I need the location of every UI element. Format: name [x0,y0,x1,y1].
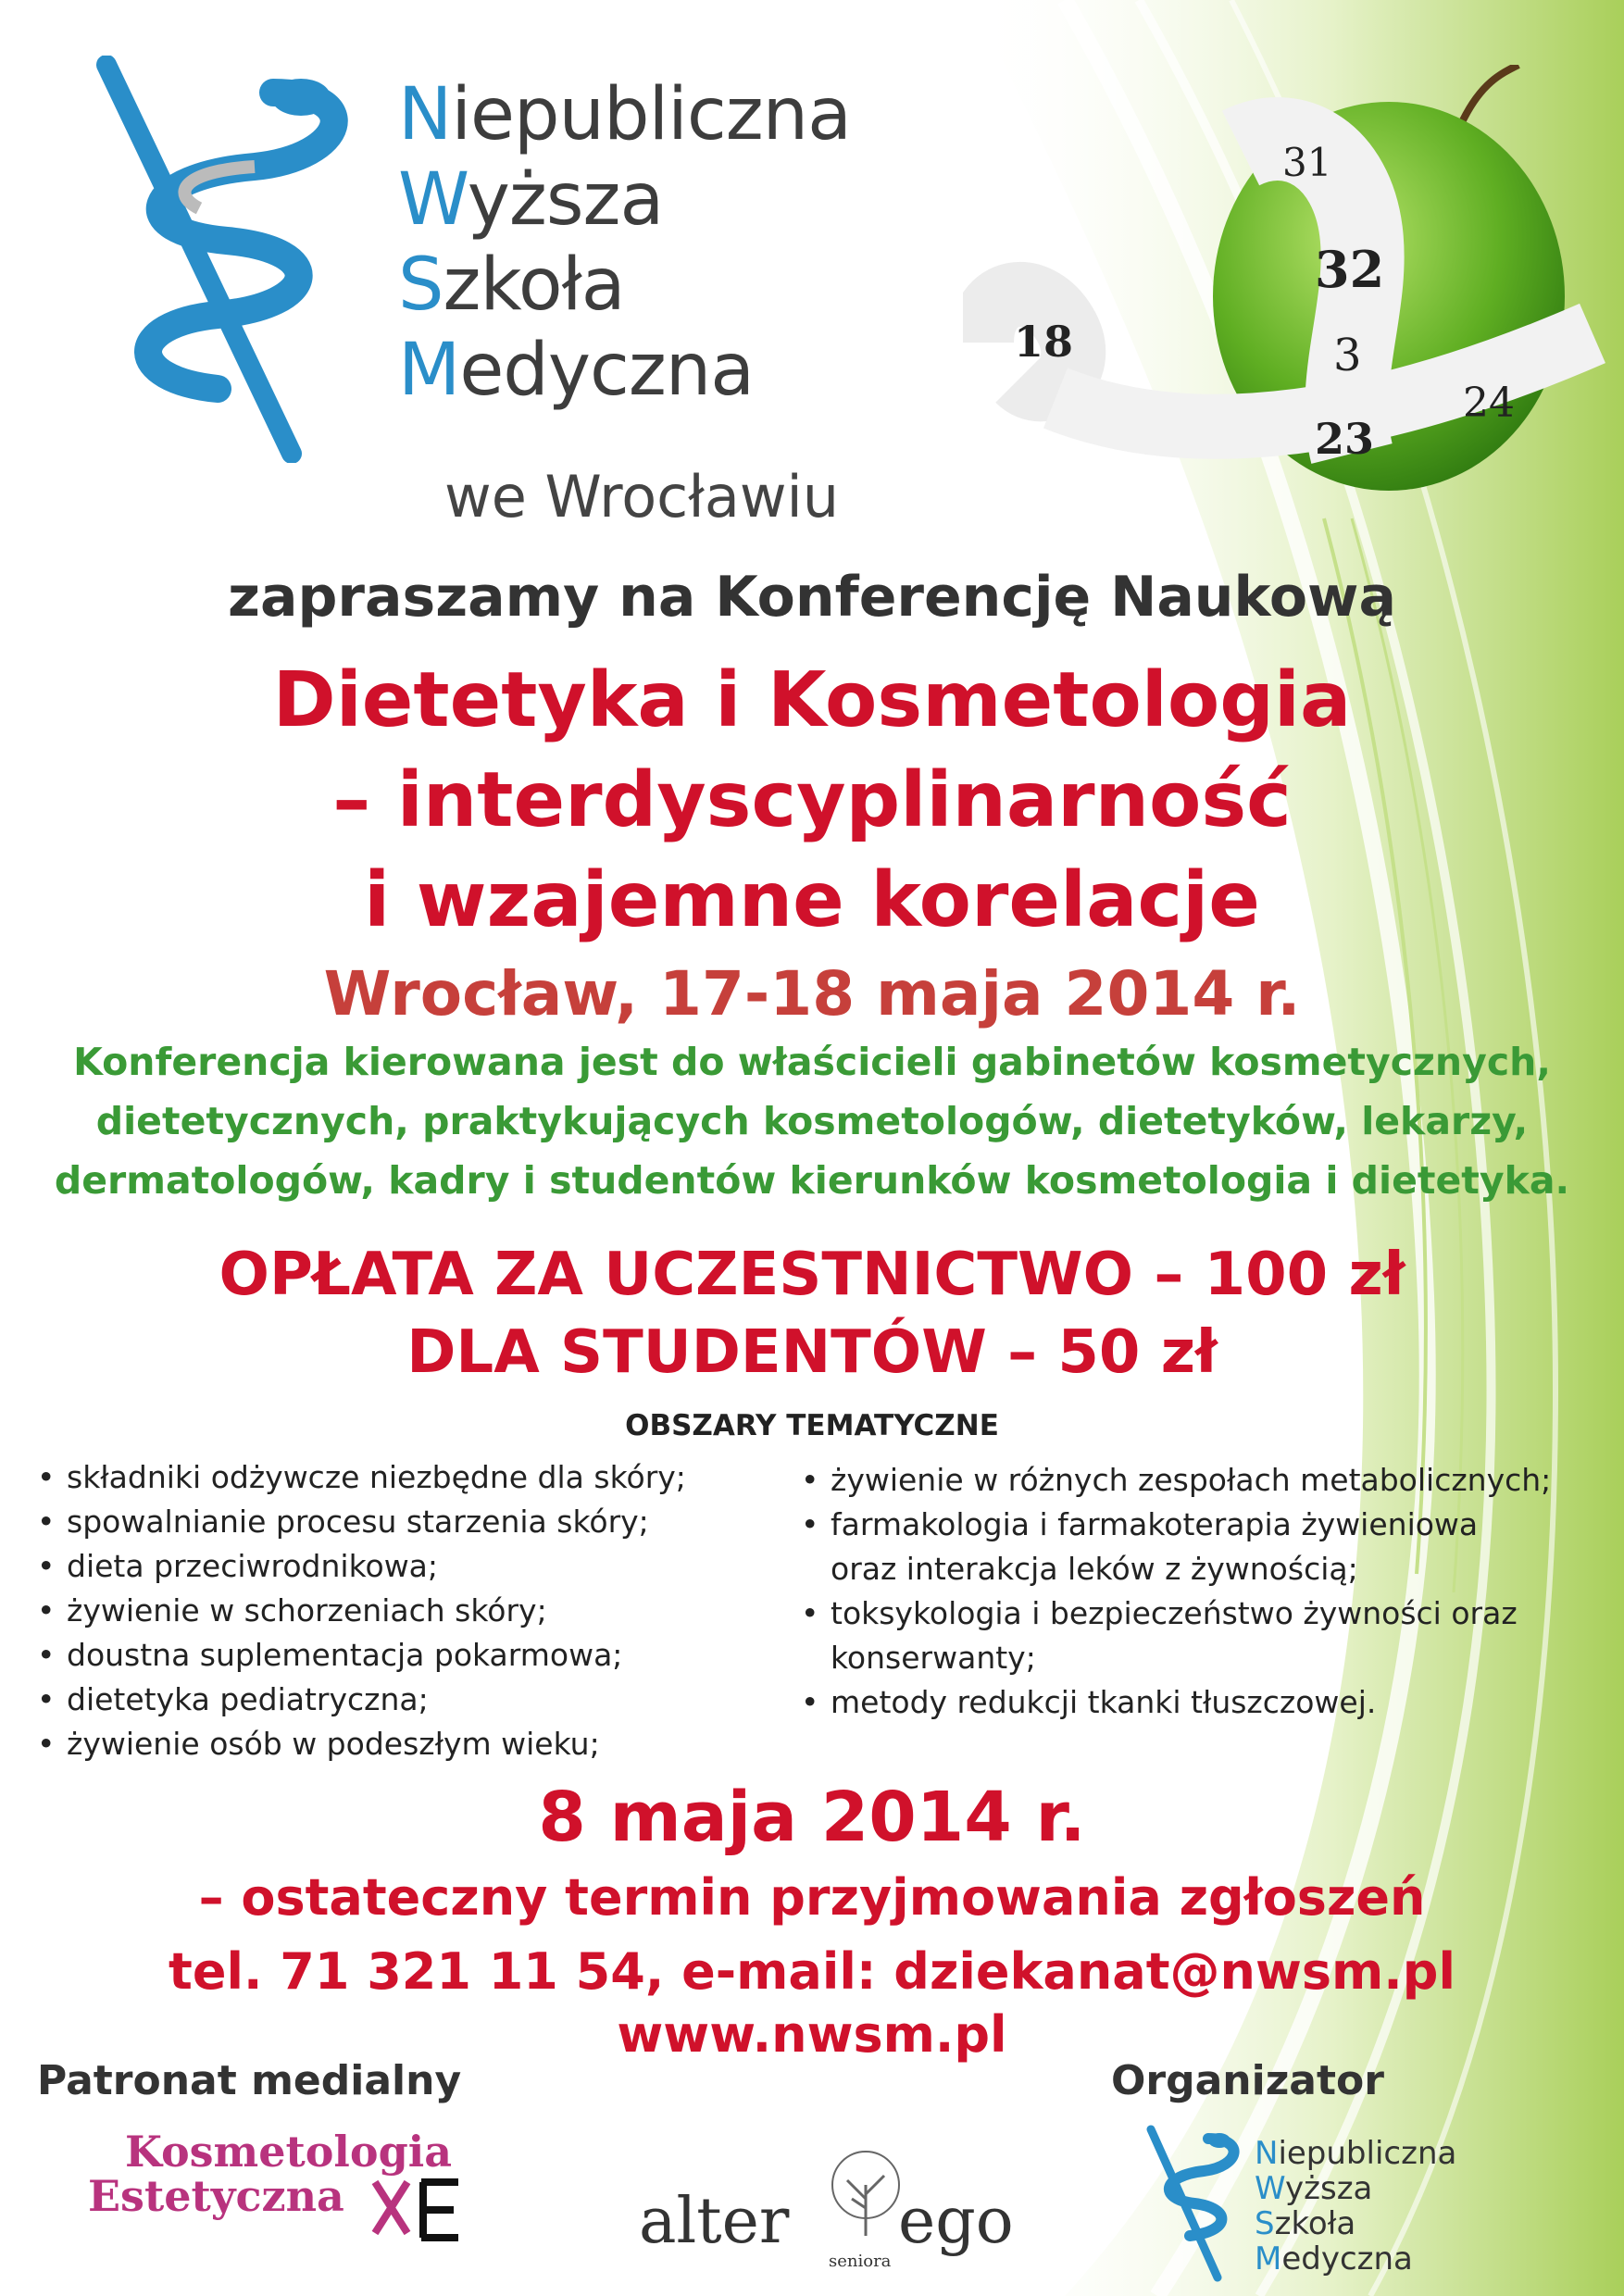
list-item: • toksykologia i bezpieczeństwo żywności oraz [801,1591,1616,1636]
list-item-continuation: konserwanty; [831,1640,1036,1676]
alter-ego-logo [639,2148,1056,2277]
list-item-continuation: oraz interakcja leków z żywnością; [831,1551,1358,1587]
tape-number-3: 3 [1333,330,1362,381]
tape-number-24: 24 [1463,380,1515,427]
alter-ego-word-2: ego [898,2185,1014,2258]
title-line-1: Dietetyka i Kosmetologia [272,656,1352,744]
apple-measuring-tape-icon [963,65,1611,546]
logo-line-1: Niepubliczna [398,73,851,156]
list-item: • składniki odżywcze niezbędne dla skóry; [37,1455,796,1500]
kos-line-1: Kosmetologia [125,2127,453,2177]
list-item: • żywienie w różnych zespołach metabolicznych; [801,1458,1616,1503]
kos-line-2: Estetyczna [88,2171,344,2221]
alter-ego-word-1: alter [639,2185,790,2258]
event-date: Wrocław, 17-18 maja 2014 r. [323,958,1301,1029]
organizer-logo [1143,2125,1532,2282]
org-logo-line-3: Szkoła [1255,2205,1356,2242]
topics-left-list [37,1455,796,1766]
tree-icon [824,2148,907,2250]
audience-line-2: dietetycznych, praktykujących kosmetologów, dietetyków, lekarzy, [95,1099,1529,1143]
website-link[interactable]: www.nwsm.pl [617,2005,1007,2064]
organizer-logo-mark-icon [1143,2125,1245,2282]
audience-line-1: Konferencja kierowana jest do właścicieli gabinetów kosmetycznych, [73,1040,1551,1084]
list-item: • dieta przeciwrodnikowa; [37,1544,796,1589]
organizer-label: Organizator [1111,2057,1384,2104]
alter-ego-sub: seniora [829,2252,892,2271]
tape-number-18: 18 [1014,317,1074,367]
audience-line-3: dermatologów, kadry i studentów kierunków kosmetologia i dietetyka. [54,1158,1570,1203]
school-logo-icon [88,56,366,463]
org-logo-line-2: Wyższa [1255,2170,1373,2207]
contact-line[interactable]: tel. 71 321 11 54, e-mail: dziekanat@nwsm.pl [169,1942,1455,2001]
org-logo-line-4: Medyczna [1255,2240,1413,2277]
title-line-3: i wzajemne korelacje [364,856,1260,944]
kosmetologia-estetyczna-logo [88,2129,477,2250]
list-item: • farmakologia i farmakoterapia żywieniowa [801,1503,1616,1547]
list-item: • spowalnianie procesu starzenia skóry; [37,1500,796,1544]
invite-line: zapraszamy na Konferencję Naukową [228,565,1396,630]
fee-line-2: DLA STUDENTÓW – 50 zł [406,1318,1218,1387]
deadline-text: – ostateczny termin przyjmowania zgłoszeń [198,1868,1426,1927]
tape-number-32: 32 [1315,240,1385,299]
logo-line-2: Wyższa [398,158,664,242]
logo-line-3: Szkoła [398,243,625,327]
list-item: • żywienie w schorzeniach skóry; [37,1589,796,1633]
tape-number-31: 31 [1282,140,1332,185]
list-item: • żywienie osób w podeszłym wieku; [37,1722,796,1766]
deadline-date: 8 maja 2014 r. [538,1778,1086,1857]
title-line-2: – interdyscyplinarność [332,756,1292,844]
fee-line-1: OPŁATA ZA UCZESTNICTWO – 100 zł [219,1241,1405,1309]
topics-heading: OBSZARY TEMATYCZNE [625,1409,999,1442]
list-item: • doustna suplementacja pokarmowa; [37,1633,796,1678]
list-item: • dietetyka pediatryczna; [37,1678,796,1722]
patron-label: Patronat medialny [37,2057,462,2104]
topics-right-list [801,1458,1616,1725]
list-item: • metody redukcji tkanki tłuszczowej. [801,1680,1616,1725]
tape-number-23: 23 [1315,414,1375,464]
logo-line-4: Medyczna [398,329,755,412]
ke-monogram-icon [366,2177,468,2242]
logo-city: we Wrocławiu [444,463,840,530]
org-logo-line-1: Niepubliczna [1255,2135,1457,2172]
